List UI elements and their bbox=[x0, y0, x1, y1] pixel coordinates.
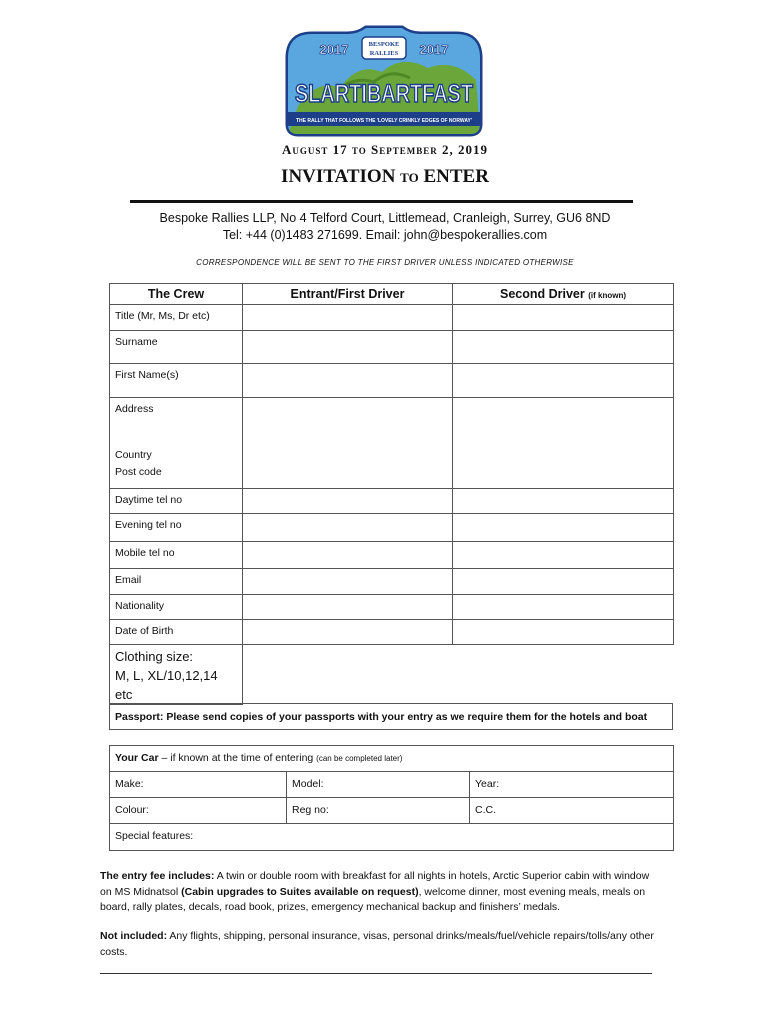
second-daytime-field[interactable] bbox=[453, 489, 674, 514]
entry-fee-lead: The entry fee includes: bbox=[100, 870, 215, 882]
surname-label: Surname bbox=[110, 331, 243, 364]
address-line: Bespoke Rallies LLP, No 4 Telford Court, Littlemead, Cranleigh, Surrey, GU6 8ND bbox=[159, 211, 611, 225]
colour-field[interactable]: Colour: bbox=[110, 798, 287, 824]
logo-badge-line2: RALLIES bbox=[369, 50, 399, 57]
entrant-surname-field[interactable] bbox=[243, 331, 453, 364]
your-car-header bbox=[110, 746, 674, 772]
second-evening-field[interactable] bbox=[453, 514, 674, 542]
title-divider bbox=[130, 200, 633, 203]
crew-table bbox=[109, 283, 674, 705]
bottom-divider bbox=[100, 973, 652, 974]
special-features-field[interactable]: Special features: bbox=[110, 824, 674, 851]
entrant-first-names-field[interactable] bbox=[243, 364, 453, 398]
clothing-size-label bbox=[110, 645, 243, 705]
entrant-address-field[interactable] bbox=[243, 398, 453, 489]
entrant-daytime-field[interactable] bbox=[243, 489, 453, 514]
make-field[interactable]: Make: bbox=[110, 772, 287, 798]
email-label: Email bbox=[110, 569, 243, 595]
second-mobile-field[interactable] bbox=[453, 542, 674, 569]
your-car-label: Your Car bbox=[115, 752, 159, 764]
not-included-paragraph bbox=[100, 929, 660, 960]
clothing-size-title: Clothing size: bbox=[115, 649, 194, 664]
entrant-title-field[interactable] bbox=[243, 305, 453, 331]
second-driver-note: (if known) bbox=[588, 291, 627, 300]
page-title: INVITATION to ENTER bbox=[281, 166, 489, 187]
logo-year-right: 2017 bbox=[419, 42, 449, 57]
correspondence-note: CORRESPONDENCE WILL BE SENT TO THE FIRST DRIVER UNLESS INDICATED OTHERWISE bbox=[196, 258, 574, 267]
second-surname-field[interactable] bbox=[453, 331, 674, 364]
passport-note: Passport: Please send copies of your passports with your entry as we require them for the hotels and boat bbox=[110, 704, 673, 730]
entrant-header: Entrant/First Driver bbox=[243, 284, 453, 305]
crew-header: The Crew bbox=[110, 284, 243, 305]
title-label: Title (Mr, Ms, Dr etc) bbox=[110, 305, 243, 331]
entry-fee-paragraph bbox=[100, 869, 660, 916]
logo-tagline: THE RALLY THAT FOLLOWS THE 'LOVELY CRINKLY EDGES OF NORWAY' bbox=[296, 118, 472, 124]
entry-fee-text1: A twin or double room with breakfast for all nights in hotels, Arctic Superior cabin with window on MS Midnatsol bbox=[100, 870, 650, 898]
second-nationality-field[interactable] bbox=[453, 595, 674, 620]
mobile-tel-label: Mobile tel no bbox=[110, 542, 243, 569]
address-country-postcode-label bbox=[110, 398, 243, 489]
model-field[interactable]: Model: bbox=[287, 772, 470, 798]
address-label: Address bbox=[115, 403, 154, 415]
entrant-evening-field[interactable] bbox=[243, 514, 453, 542]
logo-year-left: 2017 bbox=[319, 42, 349, 57]
car-table bbox=[109, 745, 674, 851]
passport-box bbox=[109, 703, 673, 730]
dob-label: Date of Birth bbox=[110, 620, 243, 645]
your-car-note: (can be completed later) bbox=[316, 754, 403, 763]
not-included-lead: Not included: bbox=[100, 930, 168, 942]
second-driver-header bbox=[453, 284, 674, 305]
entrant-dob-field[interactable] bbox=[243, 620, 453, 645]
entrant-nationality-field[interactable] bbox=[243, 595, 453, 620]
second-driver-label: Second Driver bbox=[499, 287, 585, 301]
entry-fee-text2: , welcome dinner, most evening meals, meals on board, rally plates, decals, road book, prizes, emergency mechanical backup and finishers’ medals. bbox=[100, 885, 646, 913]
organiser-address bbox=[0, 210, 770, 244]
clothing-size-options: M, L, XL/10,12,14 etc bbox=[115, 668, 218, 702]
your-car-detail: – if known at the time of entering bbox=[158, 752, 317, 764]
first-names-label: First Name(s) bbox=[110, 364, 243, 398]
second-title-field[interactable] bbox=[453, 305, 674, 331]
reg-no-field[interactable]: Reg no: bbox=[287, 798, 470, 824]
entrant-mobile-field[interactable] bbox=[243, 542, 453, 569]
logo-name: SLARTIBARTFAST bbox=[295, 80, 473, 108]
not-included-text: Any flights, shipping, personal insurance, visas, personal drinks/meals/fuel/vehicle repairs/tolls/any other costs. bbox=[100, 930, 654, 958]
second-dob-field[interactable] bbox=[453, 620, 674, 645]
post-code-label: Post code bbox=[115, 466, 162, 478]
second-email-field[interactable] bbox=[453, 569, 674, 595]
country-label: Country bbox=[115, 449, 152, 461]
nationality-label: Nationality bbox=[110, 595, 243, 620]
second-address-field[interactable] bbox=[453, 398, 674, 489]
daytime-tel-label: Daytime tel no bbox=[110, 489, 243, 514]
cc-field[interactable]: C.C. bbox=[470, 798, 674, 824]
rally-dates: August 17 to September 2, 2019 bbox=[282, 142, 488, 157]
slartibartfast-logo bbox=[278, 28, 490, 138]
second-first-names-field[interactable] bbox=[453, 364, 674, 398]
entry-fee-upgrade: (Cabin upgrades to Suites available on request) bbox=[181, 885, 419, 898]
evening-tel-label: Evening tel no bbox=[110, 514, 243, 542]
entrant-email-field[interactable] bbox=[243, 569, 453, 595]
logo-badge-line1: BESPOKE bbox=[368, 41, 400, 48]
year-field[interactable]: Year: bbox=[470, 772, 674, 798]
contact-line: Tel: +44 (0)1483 271699. Email: john@bespokerallies.com bbox=[222, 228, 548, 242]
